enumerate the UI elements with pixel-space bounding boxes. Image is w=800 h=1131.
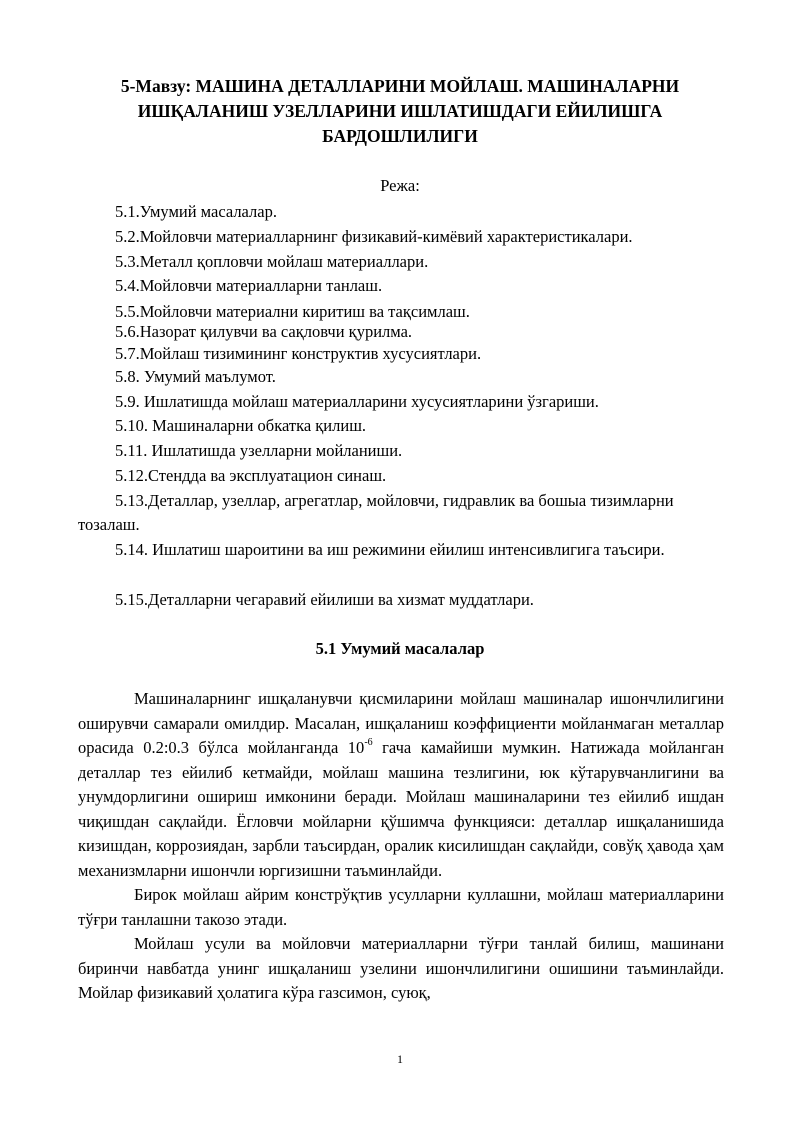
plan-item-5-13: 5.13.Деталлар, узеллар, агрегатлар, мойловчи, гидравлик ва бошыа тизимларни тозалаш. [78,491,674,534]
plan-item-5-5: 5.5.Мойловчи материални киритиш ва тақсимлаш. [115,302,470,321]
page-number: 1 [397,1052,403,1066]
plan-item-5-15: 5.15.Деталларни чегаравий ейилиши ва хизмат муддатлари. [115,590,534,609]
title-line-3: БАРДОШЛИЛИГИ [322,126,478,146]
plan-item-5-9: 5.9. Ишлатишда мойлаш материалларини хусусиятларини ўзгариши. [115,392,599,411]
paragraph-1-text-b: гача камайиши мумкин. Натижада мойланган деталлар тез ейилиб кетмайди, мойлаш машина тезлигини, юк кўтарувчанлигини ва унумдорлигини ошириш имконини беради. Мойлаш машиналарини тез ейилиб ишдан чиқишдан сақлайди. Ёгловчи мойларни қўшимча функцияси: деталлар ишқаланишида кизишдан, коррозиядан, зарбли таъсирдан, оралик кисилишдан сақлайди, совўқ ҳавода ҳам механизмларни ишончли юргизишни таъминлайди. [78,738,724,880]
page-title [76,74,724,149]
section-heading: 5.1 Умумий масалалар [315,639,485,658]
plan-item-5-8: 5.8. Умумий маълумот. [115,367,276,386]
plan-item-5-14: 5.14. Ишлатиш шароитини ва иш режимини ейилиш интенсивлигига таъсири. [115,540,665,559]
plan-item-5-10: 5.10. Машиналарни обкатка қилиш. [115,416,367,435]
plan-item-5-3: 5.3.Металл қопловчи мойлаш материаллари. [115,252,429,271]
paragraph-3: Мойлаш усули ва мойловчи материалларни тўғри танлай билиш, машинани биринчи навбатда унинг ишқаланиш узелини ишончлилигини ошишини таъминлайди. Мойлар физикавий ҳолатига кўра газсимон, суюқ, [78,934,724,1002]
title-line-2: ИШҚАЛАНИШ УЗЕЛЛАРИНИ ИШЛАТИШДАГИ ЕЙИЛИШГА [137,101,663,121]
plan-item-5-6: 5.6.Назорат қилувчи ва сақловчи қурилма. [115,322,413,341]
plan-heading: Режа: [380,176,420,195]
plan-item-5-11: 5.11. Ишлатишда узелларни мойланиши. [115,441,403,460]
paragraph-1 [78,687,724,883]
superscript-exponent: -6 [364,736,373,748]
plan-item-5-7: 5.7.Мойлаш тизимининг конструктив хусусиятлари. [115,344,482,363]
plan-item-5-1: 5.1.Умумий масалалар. [115,202,277,221]
paragraph-2: Бирок мойлаш айрим констрўқтив усулларни куллашни, мойлаш материалларини тўғри танлашни такозо этади. [78,885,724,929]
title-line-1: 5-Мавзу: МАШИНА ДЕТАЛЛАРИНИ МОЙЛАШ. МАШИНАЛАРНИ [120,76,680,96]
plan-item-5-2: 5.2.Мойловчи материалларнинг физикавий-кимёвий характеристикалари. [115,227,633,246]
plan-item-5-12: 5.12.Стендда ва эксплуатацион синаш. [115,466,387,485]
plan-item-5-4: 5.4.Мойловчи материалларни танлаш. [115,276,383,295]
paragraph-1-text-a: Машиналарнинг ишқаланувчи қисмиларини мойлаш машиналар ишончлилигини оширувчи самарали омилдир. Масалан, ишқаланиш коэффициенти мойланмаган металлар орасида 0.2:0.3 бўлса мойланганда 10 [78,689,724,757]
section-body [78,687,724,1006]
